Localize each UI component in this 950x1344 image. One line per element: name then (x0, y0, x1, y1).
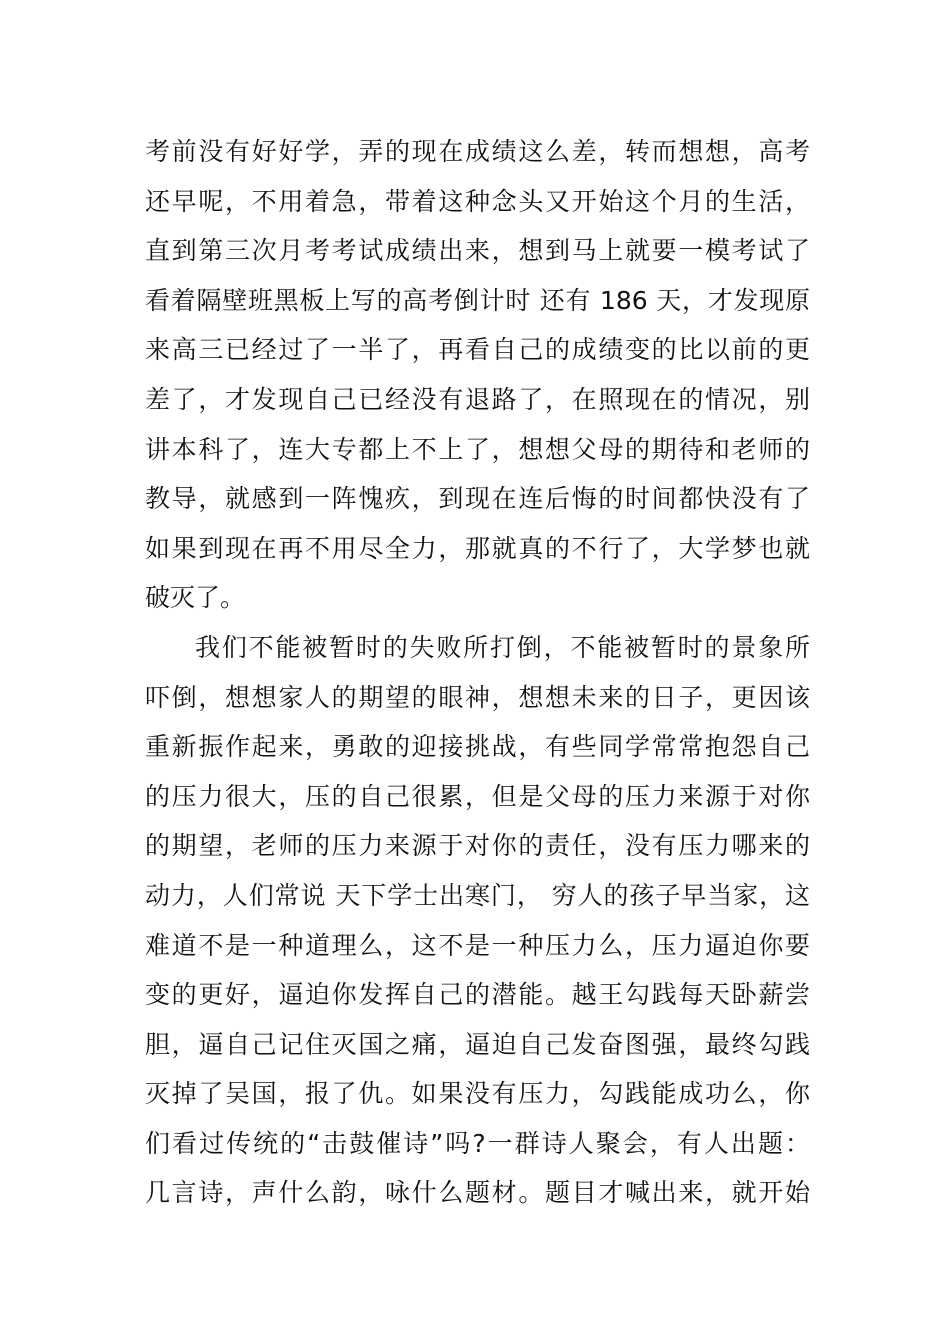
text-line: 差了，才发现自己已经没有退路了，在照现在的情况，别 (145, 384, 810, 414)
paragraph-2 (145, 623, 810, 1218)
document-body (145, 127, 810, 1218)
text-line: 胆，逼自己记住灭国之痛，逼迫自己发奋图强，最终勾践 (145, 1029, 810, 1059)
text-line: 来高三已经过了一半了，再看自己的成绩变的比以前的更 (145, 335, 810, 365)
text-line: 破灭了。 (145, 583, 246, 613)
text-line: 直到第三次月考考试成绩出来，想到马上就要一模考试了 (145, 236, 810, 266)
text-line: 看着隔壁班黑板上写的高考倒计时 还有 186 天，才发现原 (145, 285, 810, 315)
text-line: 灭掉了吴国，报了仇。如果没有压力，勾践能成功么，你 (145, 1079, 810, 1109)
text-line: 难道不是一种道理么，这不是一种压力么，压力逼迫你要 (145, 930, 810, 960)
text-line: 们看过传统的“击鼓催诗”吗?一群诗人聚会，有人出题： (145, 1128, 810, 1158)
text-line: 几言诗，声什么韵，咏什么题材。题目才喊出来，就开始 (145, 1178, 810, 1208)
text-line: 还早呢，不用着急，带着这种念头又开始这个月的生活， (145, 186, 810, 216)
text-line: 考前没有好好学，弄的现在成绩这么差，转而想想，高考 (145, 137, 810, 166)
text-line: 教导，就感到一阵愧疚，到现在连后悔的时间都快没有了 (145, 484, 810, 514)
text-line: 如果到现在再不用尽全力，那就真的不行了，大学梦也就 (145, 533, 810, 563)
text-line: 变的更好，逼迫你发挥自己的潜能。越王勾践每天卧薪尝 (145, 980, 810, 1010)
paragraph-1 (145, 127, 810, 623)
text-line: 讲本科了，连大专都上不上了，想想父母的期待和老师的 (145, 434, 810, 464)
text-line: 我们不能被暂时的失败所打倒，不能被暂时的景象所 (195, 632, 810, 662)
text-line: 的压力很大，压的自己很累，但是父母的压力来源于对你 (145, 781, 810, 811)
text-line: 吓倒，想想家人的期望的眼神，想想未来的日子，更因该 (145, 682, 810, 712)
text-line: 重新振作起来，勇敢的迎接挑战，有些同学常常抱怨自己 (145, 732, 810, 762)
text-line: 动力，人们常说 天下学士出寒门， 穷人的孩子早当家，这 (145, 880, 810, 910)
text-line: 的期望，老师的压力来源于对你的责任，没有压力哪来的 (145, 831, 810, 861)
